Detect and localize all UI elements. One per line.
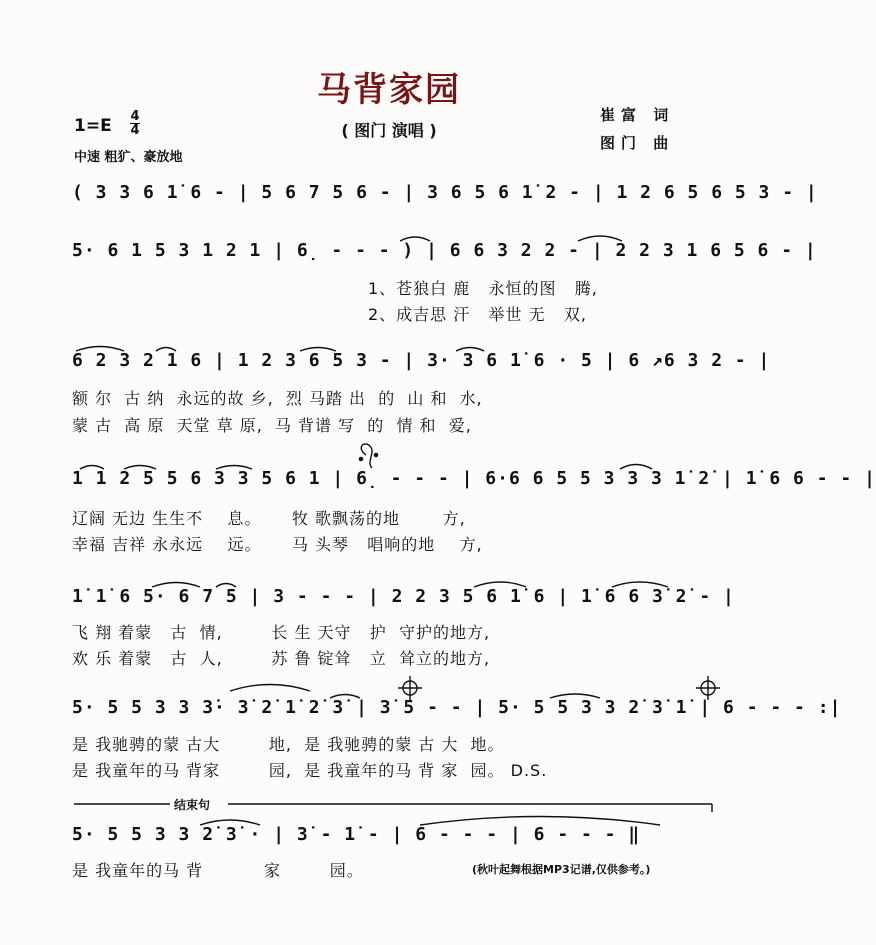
lyric-row-5-verse-2: 欢 乐 着蒙 古 人, 苏 鲁 锭耸 立 耸立的地方, (72, 649, 491, 668)
ending-label: 结束句 (174, 798, 211, 812)
tempo-marking: 中速 粗犷、豪放地 (74, 150, 183, 165)
notation-row-7: 5· 5 5 3 3 2̇ 3̇ · | 3̇ - 1̇ - | 6 - - - | 6 - - - ‖ (72, 824, 641, 845)
slur-mark (330, 695, 360, 699)
lyric-row-4-verse-2: 幸福 吉祥 永永远 远。 马 头琴 唱响的地 方, (72, 535, 483, 554)
slur-mark (550, 694, 600, 698)
slur-mark (230, 685, 310, 692)
key-signature: 1=E (74, 116, 112, 136)
slur-mark (420, 817, 660, 826)
slur-mark (76, 347, 124, 352)
lyric-row-6-verse-1: 是 我驰骋的蒙 古大 地, 是 我驰骋的蒙 古 大 地。 (72, 735, 505, 754)
coda-sign (398, 676, 422, 700)
notation-row-5: 1̇ 1̇ 6 5· 6 7 5 | 3 - - - | 2 2 3 5 6 1̇ 6 | 1̇ 6 6 3̇ 2̇ - | (72, 586, 735, 607)
lyric-row-6-verse-2: 是 我童年的马 背家 园, 是 我童年的马 背 家 园。 D.S. (72, 761, 548, 780)
lyric-row-5-verse-1: 飞 翔 着蒙 古 情, 长 生 天守 护 守护的地方, (72, 623, 491, 642)
notation-row-1: ( 3 3 6 1̇ 6 - | 5 6 7 5 6 - | 3 6 5 6 1̇ 2 - | 1 2 6 5 6 5 3 - | (72, 182, 818, 203)
slur-mark (216, 466, 252, 470)
slur-mark (200, 820, 260, 825)
slur-mark (300, 348, 336, 352)
slur-mark (456, 348, 484, 352)
segno-sign (359, 444, 377, 468)
notation-row-6: 5· 5 5 3 3 3̇· 3̇ 2̇ 1̇ 2̇ 3̇ | 3̇ 5 - - | 5· 5 5 3 3 2̇ 3̇ 1̇ | 6 - - - :| (72, 697, 842, 718)
time-sig-bottom: 4 (130, 123, 140, 138)
slur-mark (474, 582, 526, 587)
coda-sign (696, 676, 720, 700)
composer-credit: 图门 曲 (600, 134, 675, 152)
notation-row-3: 6 2 3 2 1 6 | 1 2 3 6 5 3 - | 3· 3 6 1̇ 6 · 5 | 6 ↗6 3 2 - | (72, 350, 771, 371)
slur-mark (216, 584, 236, 588)
lyric-row-3-verse-1: 额 尔 古 纳 永远的故 乡, 烈 马踏 出 的 山 和 水, (72, 389, 483, 408)
lyric-row-2-verse-2: 2、成吉思 汗 举世 无 双, (368, 305, 587, 324)
notation-row-4: 1 1 2 5 5 6 3 3 5 6 1 | 6̣ - - - | 6·6 6 5 5 3 3 3 1̇ 2̇ | 1̇ 6 6 - - | (72, 468, 876, 489)
lyric-row-2-verse-1: 1、苍狼白 鹿 永恒的图 腾, (368, 279, 598, 298)
performer-note: ( 图门 演唱 ) (341, 121, 437, 140)
page-title: 马背家园 (317, 70, 461, 110)
footnote: (秋叶起舞根据MP3记谱,仅供参考。) (472, 863, 651, 876)
slur-mark (620, 465, 652, 470)
slur-mark (80, 466, 104, 470)
slur-mark (578, 236, 622, 241)
lyric-row-7: 是 我童年的马 背 家 园。 (72, 861, 364, 880)
slur-mark (124, 466, 156, 470)
slur-mark (612, 582, 668, 587)
slur-mark (156, 348, 176, 352)
slur-mark (152, 583, 200, 588)
lyric-row-4-verse-1: 辽阔 无边 生生不 息。 牧 歌飘荡的地 方, (72, 509, 466, 528)
lyric-row-3-verse-2: 蒙 古 高 原 天堂 草 原, 马 背谱 写 的 情 和 爱, (72, 416, 472, 435)
notation-row-2: 5· 6 1 5 3 1 2 1 | 6̣ - - - ) | 6 6 3 2 2 - | 2 2 3 1 6 5 6 - | (72, 240, 817, 261)
slur-mark (400, 237, 430, 241)
lyricist-credit: 崔富 词 (600, 106, 675, 124)
time-sig-top: 4 (130, 109, 140, 124)
